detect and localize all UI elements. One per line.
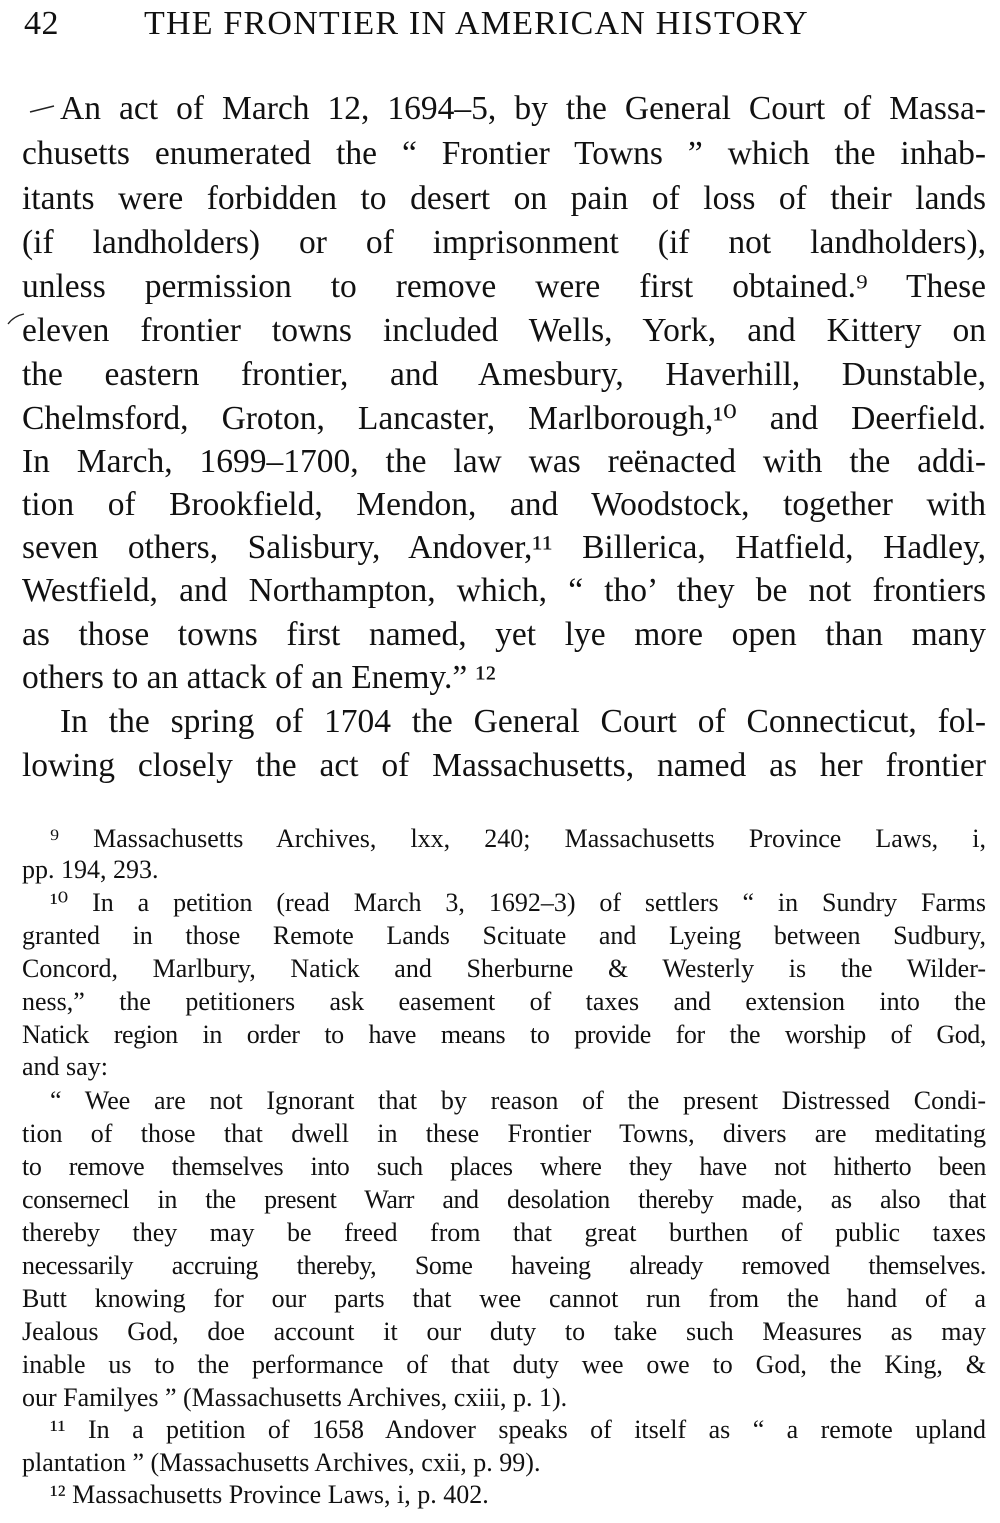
body-line: eleven frontier towns included Wells, York, and Kittery on bbox=[22, 312, 986, 349]
body-line: Chelmsford, Groton, Lancaster, Marlborough,¹⁰ and Deerfield. bbox=[22, 400, 986, 437]
pencil-mark bbox=[28, 104, 56, 114]
body-line: lowing closely the act of Massachusetts, named as her frontier bbox=[22, 747, 986, 784]
footnote-line: ness,” the petitioners ask easement of taxes and extension into the bbox=[22, 987, 986, 1016]
body-line: tion of Brookfield, Mendon, and Woodstock, together with bbox=[22, 486, 986, 523]
body-line: as those towns first named, yet lye more open than many bbox=[22, 616, 986, 653]
footnote-line: necessarily accruing thereby, Some haveing already removed themselves. bbox=[22, 1251, 986, 1280]
body-line: others to an attack of an Enemy.” ¹² bbox=[22, 659, 496, 696]
footnote-line: “ Wee are not Ignorant that by reason of the present Distressed Condi- bbox=[50, 1086, 986, 1115]
body-line: An act of March 12, 1694–5, by the General Court of Massa- bbox=[60, 90, 986, 127]
footnote-line: to remove themselves into such places where they have not hitherto been bbox=[22, 1152, 986, 1181]
body-line: unless permission to remove were first obtained.⁹ These bbox=[22, 268, 986, 305]
body-line: chusetts enumerated the “ Frontier Towns ” which the inhab- bbox=[22, 135, 986, 172]
footnote-line: our Familyes ” (Massachusetts Archives, cxiii, p. 1). bbox=[22, 1383, 568, 1412]
footnote-line: plantation ” (Massachusetts Archives, cxii, p. 99). bbox=[22, 1448, 541, 1477]
footnote-line: tion of those that dwell in these Frontier Towns, divers are meditating bbox=[22, 1119, 986, 1148]
footnote-line: Jealous God, doe account it our duty to take such Measures as may bbox=[22, 1317, 986, 1346]
footnote-line: consernecl in the present Warr and desolation thereby made, as also that bbox=[22, 1185, 986, 1214]
footnote-line: Concord, Marlbury, Natick and Sherburne & Westerly is the Wilder- bbox=[22, 954, 986, 983]
running-title: THE FRONTIER IN AMERICAN HISTORY bbox=[144, 5, 809, 42]
body-line: the eastern frontier, and Amesbury, Haverhill, Dunstable, bbox=[22, 356, 986, 393]
footnote-line: ¹⁰ In a petition (read March 3, 1692–3) of settlers “ in Sundry Farms bbox=[50, 888, 986, 917]
footnote-line: inable us to the performance of that duty wee owe to God, the King, & bbox=[22, 1350, 986, 1379]
footnote-line: Butt knowing for our parts that wee cannot run from the hand of a bbox=[22, 1284, 986, 1313]
footnote-line: ¹¹ In a petition of 1658 Andover speaks of itself as “ a remote upland bbox=[50, 1415, 986, 1444]
footnote-line: pp. 194, 293. bbox=[22, 855, 159, 884]
footnote-line: granted in those Remote Lands Scituate and Lyeing between Sudbury, bbox=[22, 921, 986, 950]
footnote-line: and say: bbox=[22, 1052, 108, 1081]
footnote-line: thereby they may be freed from that great burthen of public taxes bbox=[22, 1218, 986, 1247]
footnote-line: ¹² Massachusetts Province Laws, i, p. 402. bbox=[50, 1480, 489, 1509]
body-line: (if landholders) or of imprisonment (if not landholders), bbox=[22, 224, 986, 261]
body-line: seven others, Salisbury, Andover,¹¹ Billerica, Hatfield, Hadley, bbox=[22, 529, 986, 566]
page-header bbox=[24, 2, 984, 46]
body-line: In the spring of 1704 the General Court of Connecticut, fol- bbox=[60, 703, 986, 740]
footnote-line: ⁹ Massachusetts Archives, lxx, 240; Massachusetts Province Laws, i, bbox=[50, 824, 986, 853]
footnote-line: Natick region in order to have means to provide for the worship of God, bbox=[22, 1020, 986, 1049]
body-line: itants were forbidden to desert on pain of loss of their lands bbox=[22, 180, 986, 217]
body-line: Westfield, and Northampton, which, “ tho’ they be not frontiers bbox=[22, 572, 986, 609]
page-number: 42 bbox=[24, 5, 59, 42]
body-line: In March, 1699–1700, the law was reënacted with the addi- bbox=[22, 443, 986, 480]
